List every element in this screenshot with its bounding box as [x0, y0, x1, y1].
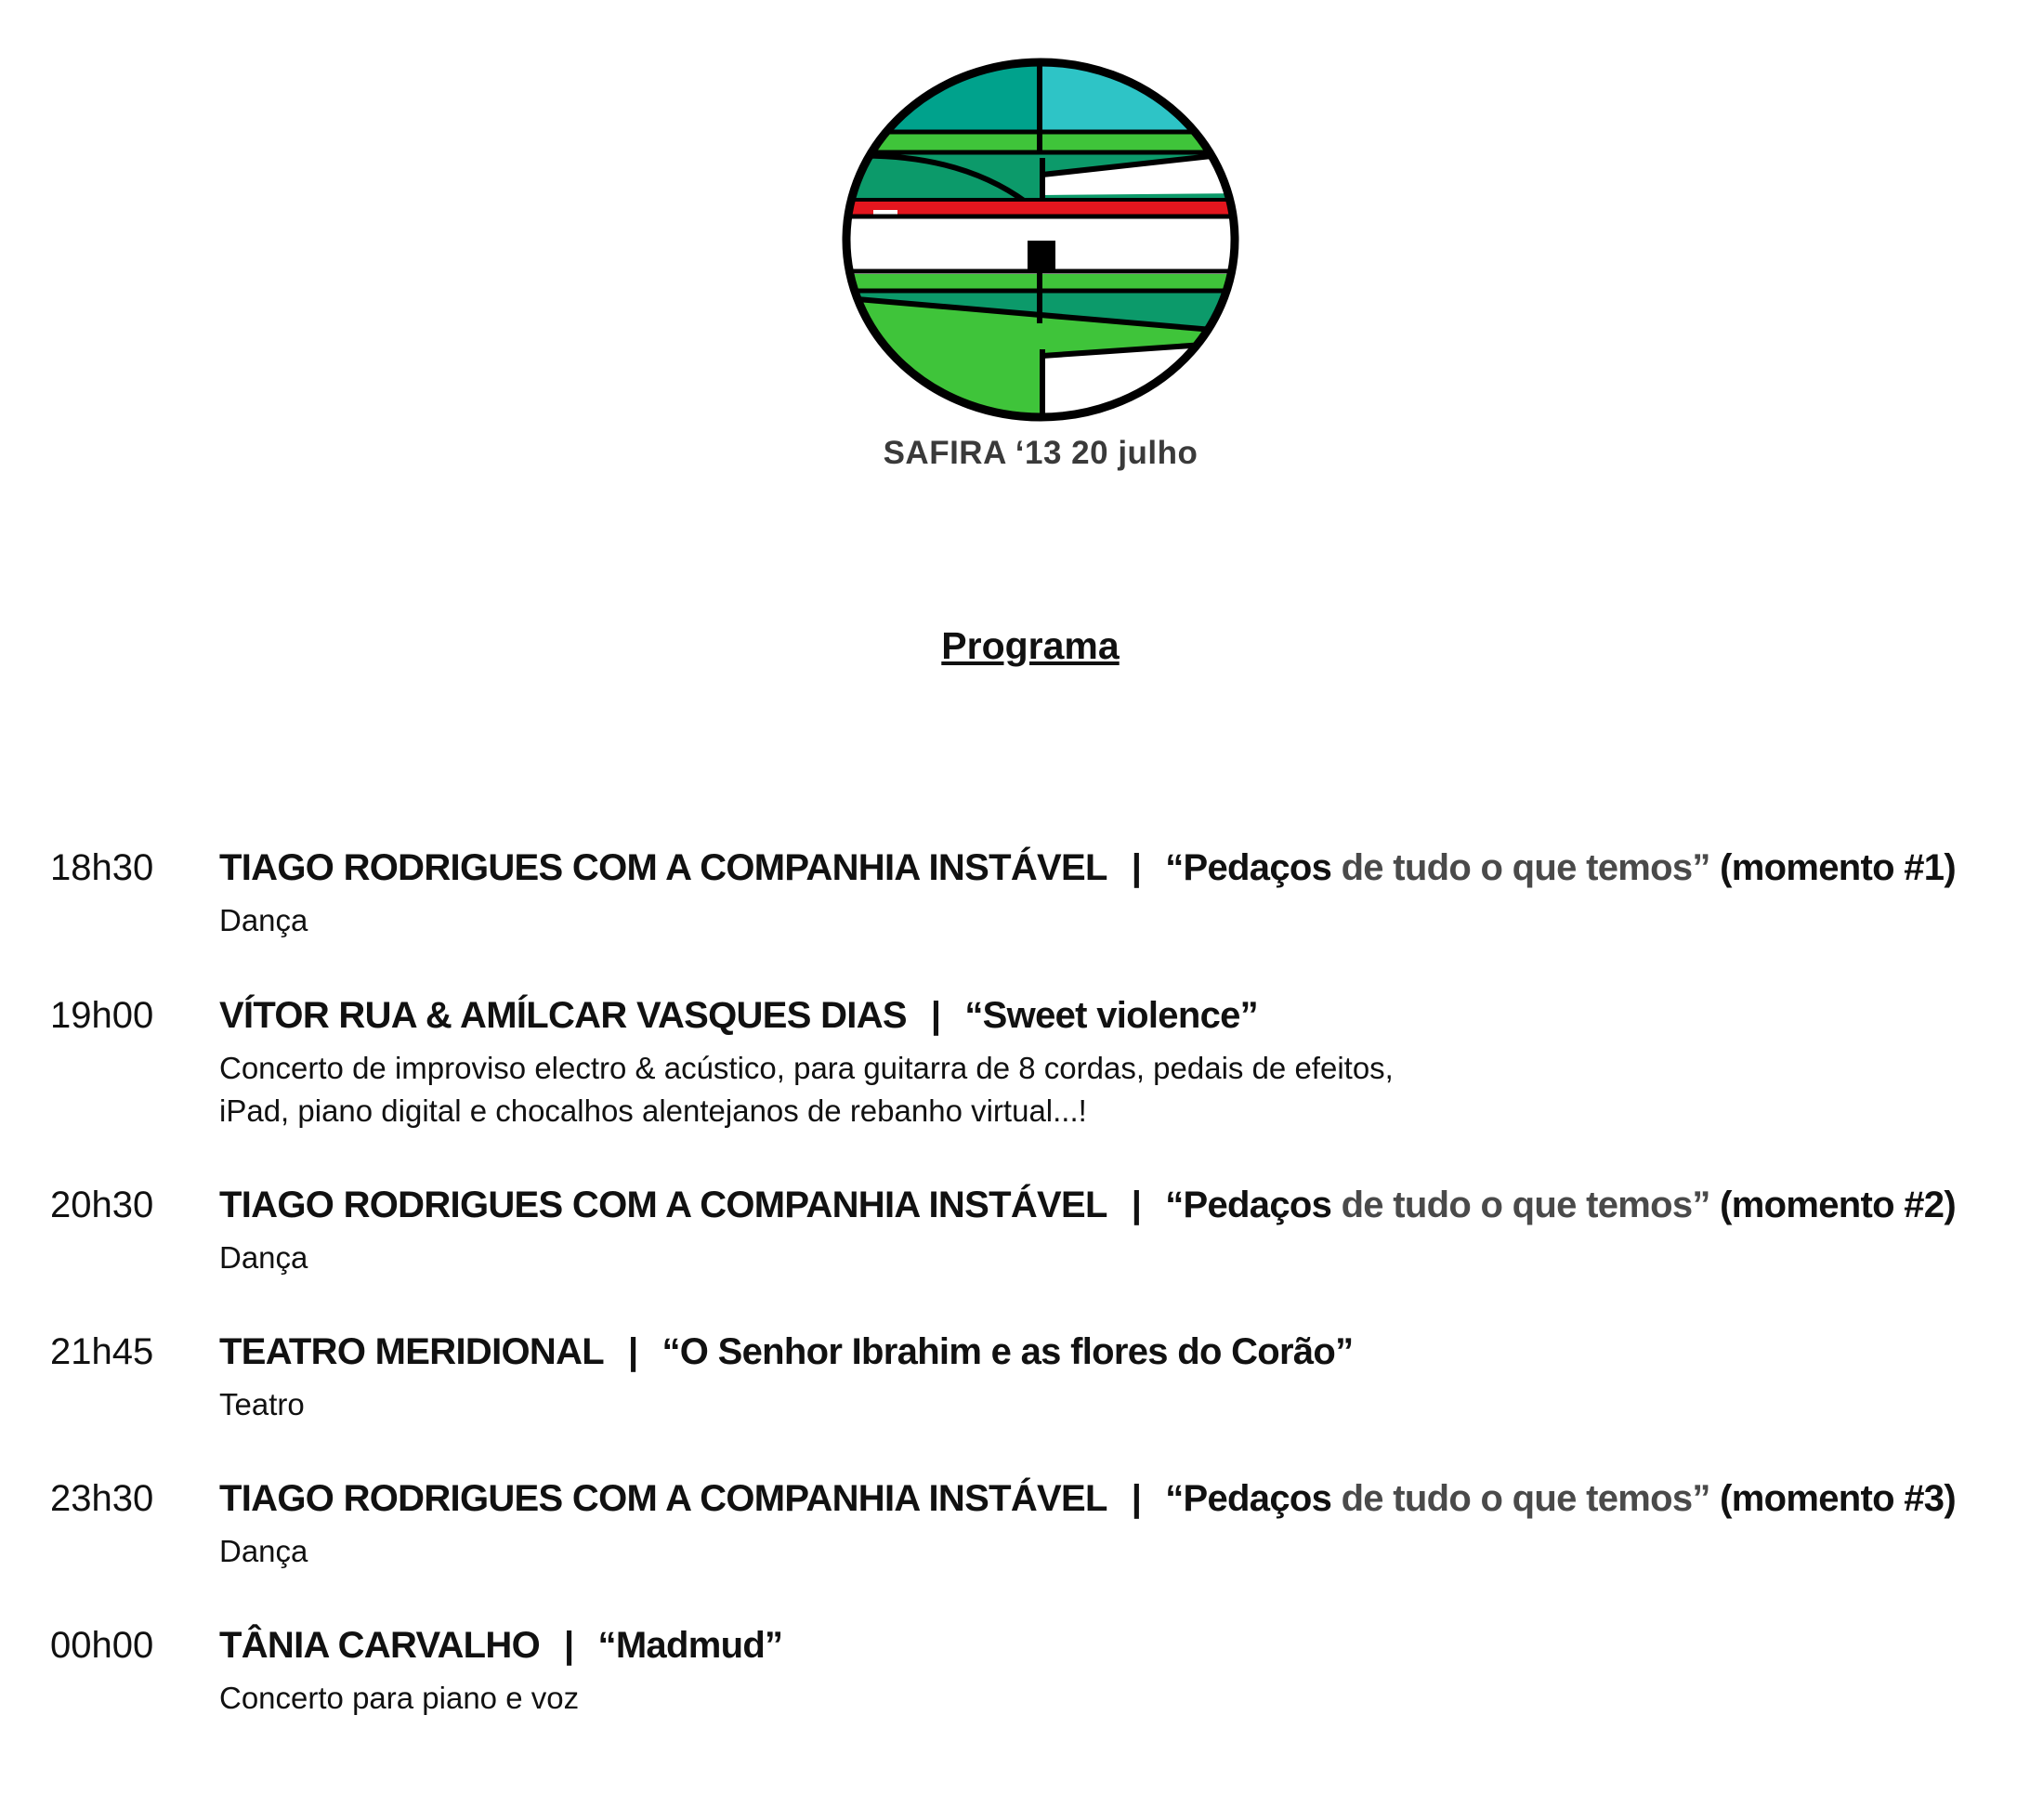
entry-separator: | [1131, 847, 1142, 888]
entry-time: 23h30 [50, 1478, 154, 1519]
entry-work-mid: de tudo o que temos [1331, 1185, 1693, 1225]
entry-work-close: ” [1692, 1185, 1710, 1225]
entry-artist: TEATRO MERIDIONAL [219, 1331, 604, 1372]
entry-work-open: “Sweet violence” [964, 995, 1258, 1036]
entry-description [219, 899, 308, 942]
entry-description [219, 1383, 305, 1426]
entry-artist: TIAGO RODRIGUES COM A COMPANHIA INSTÁVEL [219, 847, 1107, 888]
entry-headline [219, 1478, 1956, 1520]
entry-artist: VÍTOR RUA & AMÍLCAR VASQUES DIAS [219, 995, 907, 1036]
entry-desc-line: Dança [219, 1534, 308, 1568]
entry-headline [219, 995, 1258, 1037]
entry-description [219, 1237, 308, 1279]
entry-work-close: ” [1692, 847, 1710, 888]
entry-suffix: (momento #2) [1709, 1185, 1956, 1225]
entry-desc-line: Teatro [219, 1387, 305, 1421]
entry-time: 19h00 [50, 995, 154, 1036]
entry-desc-line: iPad, piano digital e chocalhos alentejanos de rebanho virtual...! [219, 1093, 1087, 1128]
entry-time: 21h45 [50, 1331, 154, 1372]
entry-suffix: (momento #3) [1709, 1478, 1956, 1519]
entry-work-open: “Pedaços [1165, 1185, 1332, 1225]
entry-separator: | [930, 995, 941, 1036]
entry-work-mid: de tudo o que temos [1331, 1478, 1693, 1519]
entry-work-open: “Madmud” [597, 1625, 783, 1666]
entry-headline [219, 1331, 1353, 1373]
entry-work-open: “Pedaços [1165, 1478, 1332, 1519]
entry-separator: | [628, 1331, 638, 1372]
page-title: Programa [941, 624, 1120, 667]
entry-time: 00h00 [50, 1625, 154, 1666]
entry-description [219, 1677, 579, 1720]
entry-headline [219, 1625, 782, 1667]
entry-artist: TIAGO RODRIGUES COM A COMPANHIA INSTÁVEL [219, 1478, 1107, 1519]
safira-logo [836, 54, 1245, 426]
safira-logo-graphic [836, 54, 1245, 426]
entry-work-close: ” [1692, 1478, 1710, 1519]
logo-caption: SAFIRA ‘13 20 julho [883, 435, 1198, 471]
logo-black-square [1028, 241, 1055, 270]
entry-headline [219, 847, 1956, 889]
entry-separator: | [1131, 1185, 1142, 1225]
entry-description [219, 1530, 308, 1573]
entry-headline [219, 1185, 1956, 1226]
entry-desc-line: Dança [219, 903, 308, 937]
entry-desc-line: Concerto para piano e voz [219, 1681, 580, 1715]
entry-work-open: “O Senhor Ibrahim e as flores do Corão” [661, 1331, 1354, 1372]
entry-suffix: (momento #1) [1709, 847, 1956, 888]
entry-artist: TÂNIA CARVALHO [219, 1625, 541, 1666]
entry-description [219, 1047, 1394, 1133]
entry-desc-line: Concerto de improviso electro & acústico, para guitarra de 8 cordas, pedais de efeitos, [219, 1051, 1394, 1085]
entry-separator: | [564, 1625, 574, 1666]
entry-work-mid: de tudo o que temos [1331, 847, 1693, 888]
entry-time: 18h30 [50, 847, 154, 888]
entry-work-open: “Pedaços [1165, 847, 1332, 888]
entry-artist: TIAGO RODRIGUES COM A COMPANHIA INSTÁVEL [219, 1185, 1107, 1225]
entry-desc-line: Dança [219, 1240, 308, 1275]
entry-separator: | [1131, 1478, 1142, 1519]
entry-time: 20h30 [50, 1185, 154, 1225]
